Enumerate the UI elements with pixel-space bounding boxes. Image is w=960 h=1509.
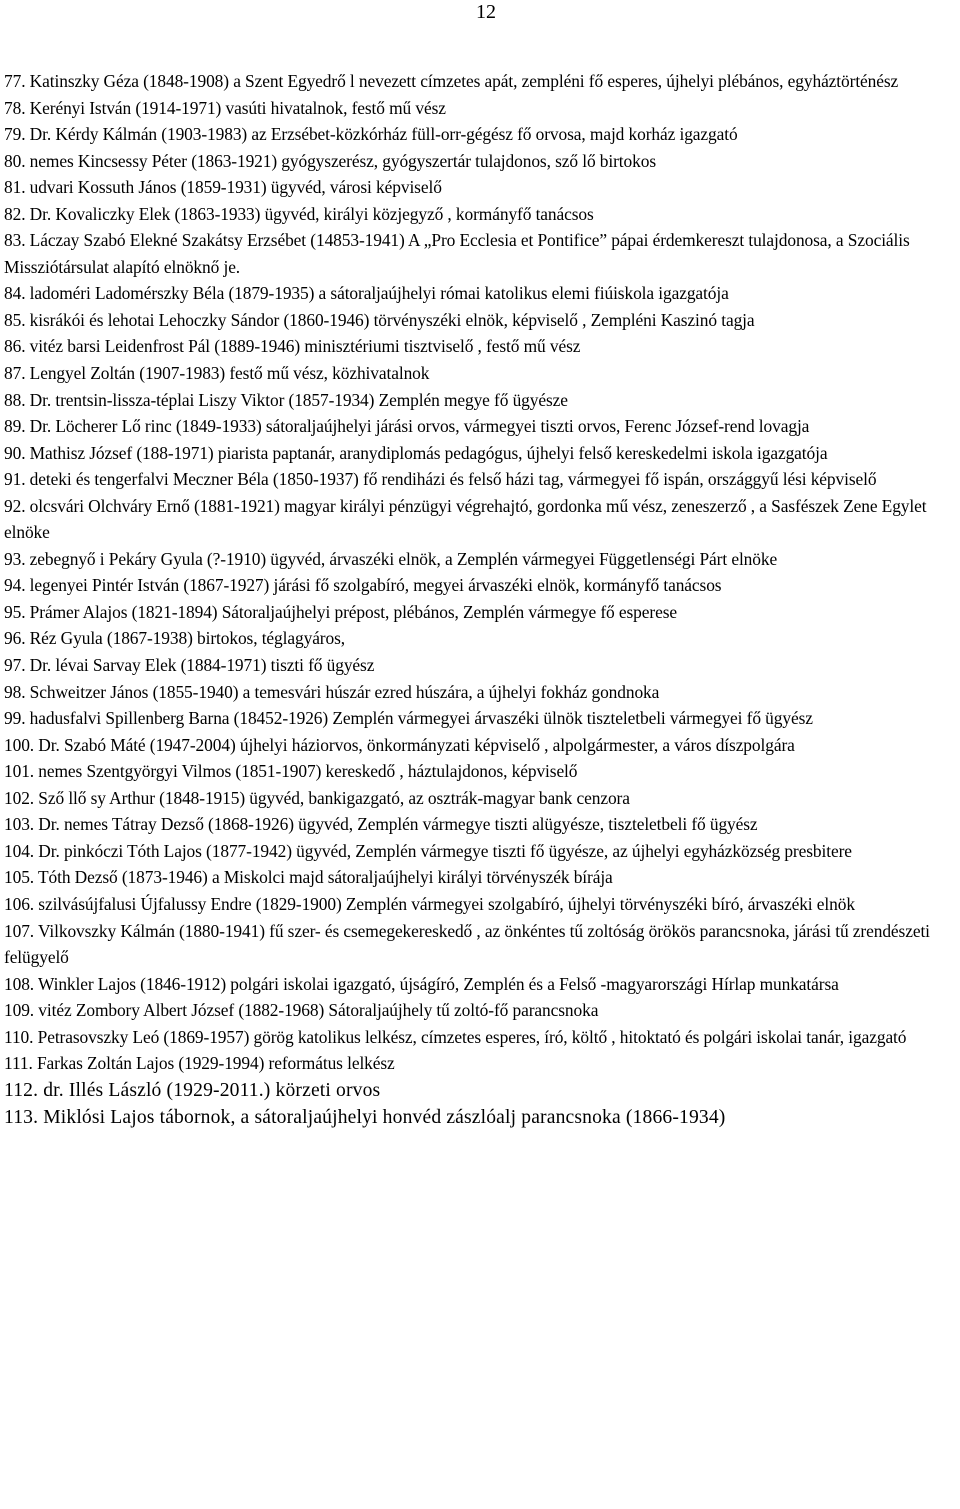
list-item: 94. legenyei Pintér István (1867-1927) járási fő szolgabíró, megyei árvaszéki elnök, kormányfő tanácsos xyxy=(4,575,722,596)
list-item: 83. Láczay Szabó Elekné Szakátsy Erzsébet (14853-1941) A „Pro Ecclesia et Pontifice” pápai érdemkereszt tulajdonosa, a Szociális Missziótársulat alapító elnöknő je. xyxy=(4,230,910,277)
list-item: 81. udvari Kossuth János (1859-1931) ügyvéd, városi képviselő xyxy=(4,177,442,198)
list-item: 80. nemes Kincsessy Péter (1863-1921) gyógyszerész, gyógyszertár tulajdonos, sző lő birtokos xyxy=(4,150,656,171)
list-item: 100. Dr. Szabó Máté (1947-2004) újhelyi háziorvos, önkormányzati képviselő , alpolgármester, a város díszpolgára xyxy=(4,734,795,755)
list-item: 101. nemes Szentgyörgyi Vilmos (1851-1907) kereskedő , háztulajdonos, képviselő xyxy=(4,761,578,782)
list-item: 105. Tóth Dezső (1873-1946) a Miskolci majd sátoraljaújhelyi királyi törvényszék bírája xyxy=(4,867,613,888)
page-number: 12 xyxy=(476,1,496,23)
entry-list xyxy=(4,68,954,1131)
list-item: 78. Kerényi István (1914-1971) vasúti hivatalnok, festő mű vész xyxy=(4,97,446,118)
list-item: 108. Winkler Lajos (1846-1912) polgári iskolai igazgató, újságíró, Zemplén és a Felső -magyarországi Hírlap munkatársa xyxy=(4,973,839,994)
list-item: 107. Vilkovszky Kálmán (1880-1941) fű szer- és csemegekereskedő , az önkéntes tű zoltóság örökös parancsnoka, járási tű zrendészeti felügyelő xyxy=(4,920,930,968)
list-item: 110. Petrasovszky Leó (1869-1957) görög katolikus lelkész, címzetes esperes, író, költő , hitoktató és polgári iskolai tanár, igazgató xyxy=(4,1026,907,1047)
list-item: 90. Mathisz József (188-1971) piarista paptanár, aranydiplomás pedagógus, újhelyi felső kereskedelmi iskola igazgatója xyxy=(4,442,828,463)
list-item: 82. Dr. Kovaliczky Elek (1863-1933) ügyvéd, királyi közjegyző , kormányfő tanácsos xyxy=(4,203,594,224)
list-item: 106. szilvásújfalusi Újfalussy Endre (1829-1900) Zemplén vármegyei szolgabíró, újhelyi törvényszéki bíró, árvaszéki elnök xyxy=(4,893,855,914)
list-item: 98. Schweitzer János (1855-1940) a temesvári húszár ezred húszára, a újhelyi fokház gondnoka xyxy=(4,681,660,702)
list-item: 95. Prámer Alajos (1821-1894) Sátoraljaújhelyi prépost, plébános, Zemplén vármegye fő esperese xyxy=(4,601,677,622)
list-item: 104. Dr. pinkóczi Tóth Lajos (1877-1942) ügyvéd, Zemplén vármegye tiszti fő ügyésze, az újhelyi egyházközség presbitere xyxy=(4,840,852,861)
list-item: 111. Farkas Zoltán Lajos (1929-1994) református lelkész xyxy=(4,1053,395,1074)
list-item: 85. kisrákói és lehotai Lehoczky Sándor (1860-1946) törvényszéki elnök, képviselő , Zempléni Kaszinó tagja xyxy=(4,309,755,330)
list-item: 99. hadusfalvi Spillenberg Barna (18452-1926) Zemplén vármegyei árvaszéki ülnök tiszteletbeli vármegyei fő ügyész xyxy=(4,708,813,729)
list-item: 84. ladoméri Ladomérszky Béla (1879-1935) a sátoraljaújhelyi római katolikus elemi fiúiskola igazgatója xyxy=(4,283,729,304)
list-item: 113. Miklósi Lajos tábornok, a sátoraljaújhelyi honvéd zászlóalj parancsnoka (1866-1934) xyxy=(4,1106,726,1128)
list-item: 109. vitéz Zombory Albert József (1882-1968) Sátoraljaújhely tű zoltó-fő parancsnoka xyxy=(4,1000,599,1021)
list-item: 91. deteki és tengerfalvi Meczner Béla (1850-1937) fő rendiházi és felső házi tag, vármegyei fő ispán, országgyű lési képviselő xyxy=(4,469,877,490)
list-item: 97. Dr. lévai Sarvay Elek (1884-1971) tiszti fő ügyész xyxy=(4,655,375,676)
list-item: 79. Dr. Kérdy Kálmán (1903-1983) az Erzsébet-közkórház füll-orr-gégész fő orvosa, majd korház igazgató xyxy=(4,124,738,145)
list-item: 93. zebegnyő i Pekáry Gyula (?-1910) ügyvéd, árvaszéki elnök, a Zemplén vármegyei Függetlenségi Párt elnöke xyxy=(4,548,778,569)
list-item: 103. Dr. nemes Tátray Dezső (1868-1926) ügyvéd, Zemplén vármegye tiszti alügyésze, tiszteletbeli fő ügyész xyxy=(4,814,758,835)
list-item: 92. olcsvári Olchváry Ernő (1881-1921) magyar királyi pénzügyi végrehajtó, gordonka mű vész, zeneszerző , a Sasfészek Zene Egylet elnöke xyxy=(4,495,927,543)
list-item: 87. Lengyel Zoltán (1907-1983) festő mű vész, közhivatalnok xyxy=(4,363,430,384)
list-item: 86. vitéz barsi Leidenfrost Pál (1889-1946) minisztériumi tisztviselő , festő mű vész xyxy=(4,336,581,357)
list-item: 112. dr. Illés László (1929-2011.) körzeti orvos xyxy=(4,1079,381,1101)
list-item: 88. Dr. trentsin-lissza-téplai Liszy Viktor (1857-1934) Zemplén megye fő ügyésze xyxy=(4,389,568,410)
list-item: 102. Sző llő sy Arthur (1848-1915) ügyvéd, bankigazgató, az osztrák-magyar bank cenzora xyxy=(4,787,630,808)
list-item: 89. Dr. Löcherer Lő rinc (1849-1933) sátoraljaújhelyi járási orvos, vármegyei tiszti orvos, Ferenc József-rend lovagja xyxy=(4,416,810,437)
list-item: 96. Réz Gyula (1867-1938) birtokos, téglagyáros, xyxy=(4,628,346,649)
list-item: 77. Katinszky Géza (1848-1908) a Szent Egyedrő l nevezett címzetes apát, zempléni fő esperes, újhelyi plébános, egyháztörténész xyxy=(4,71,899,91)
